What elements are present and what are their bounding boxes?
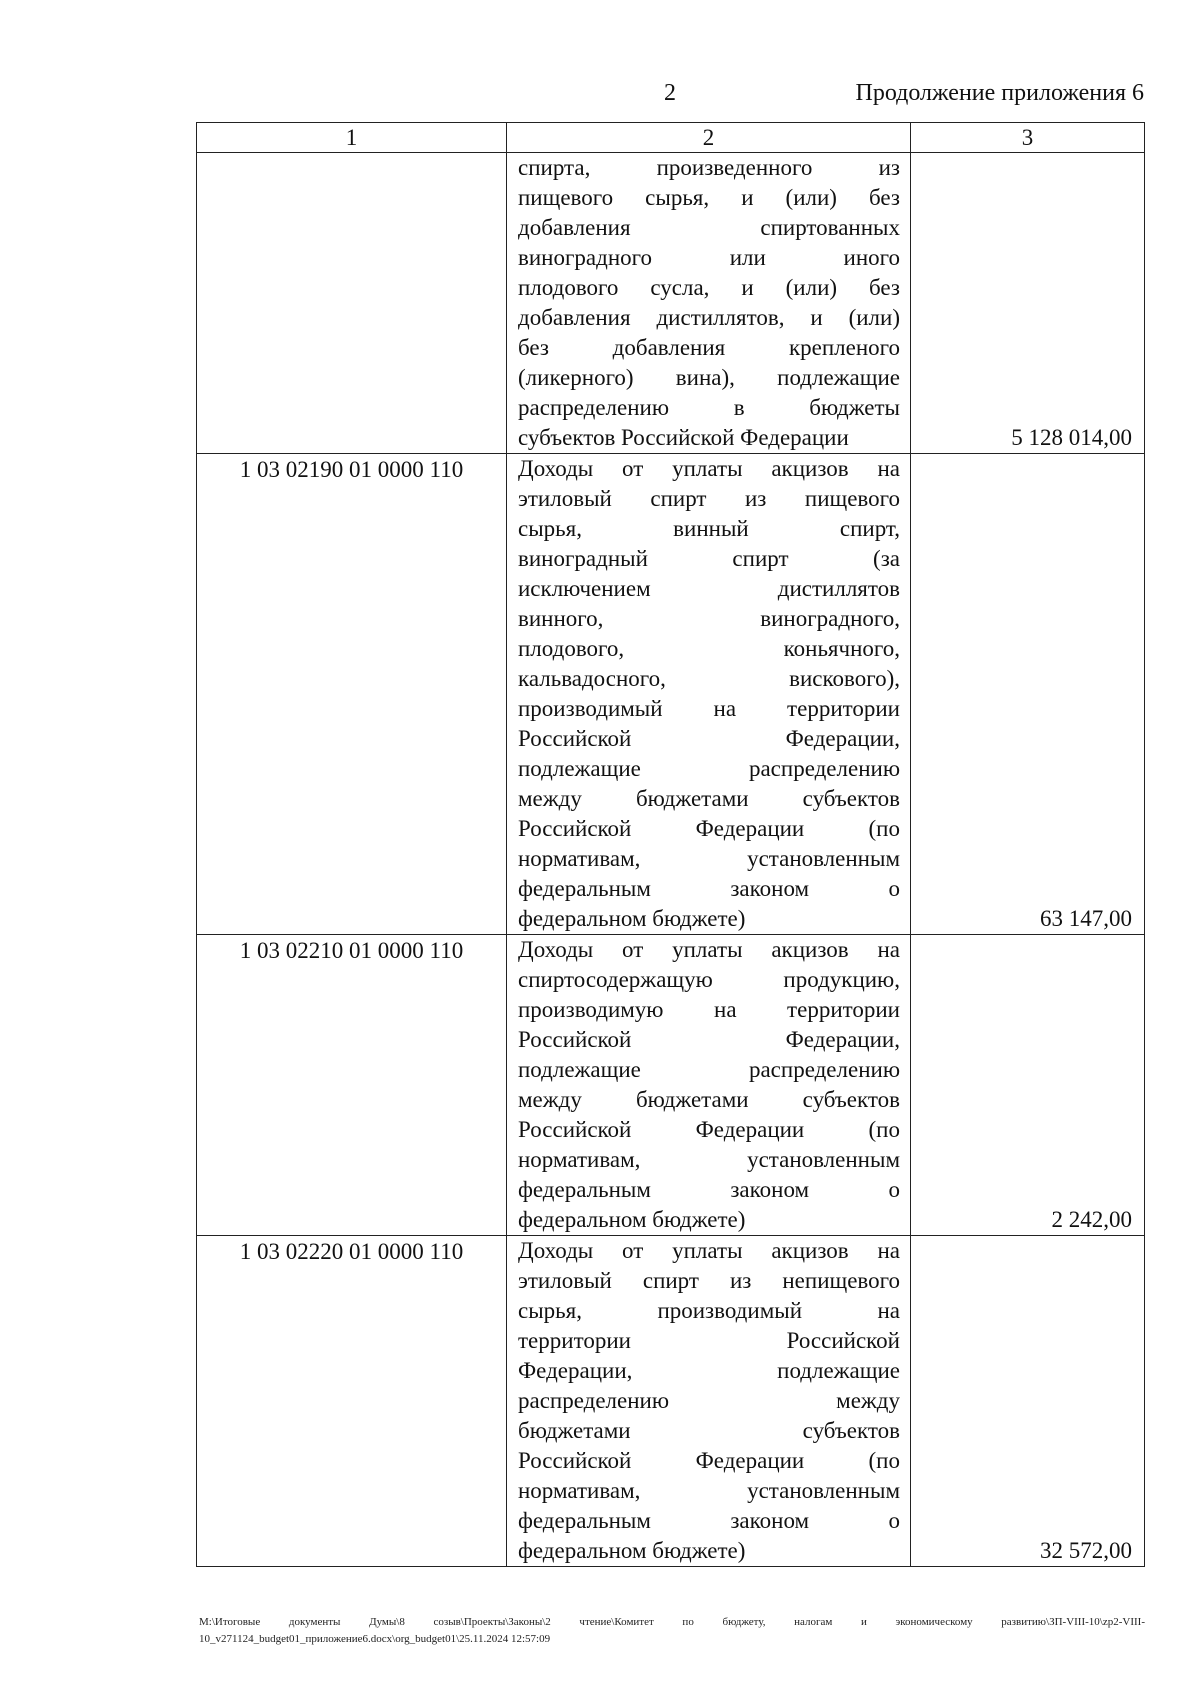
- revenue-table: [196, 122, 1145, 1567]
- revenue-description: [507, 153, 911, 454]
- description-line: территории Российской: [518, 1328, 900, 1353]
- description-line: федеральном бюджете): [518, 906, 746, 931]
- file-path-footer: [199, 1614, 1145, 1648]
- description-line: нормативам, установленным: [518, 1478, 900, 1503]
- description-line: исключением дистиллятов: [518, 576, 900, 601]
- description-line: сырья, производимый на: [518, 1298, 900, 1323]
- file-path-line-2: 10_v271124_budget01_приложение6.docx\org_budget01\25.11.2024 12:57:09: [199, 1633, 551, 1645]
- description-line: кальвадосного, вискового),: [518, 666, 900, 691]
- table-row: [197, 1236, 1145, 1567]
- description-line: нормативам, установленным: [518, 846, 900, 871]
- description-line: Российской Федерации (по: [518, 1448, 900, 1473]
- continuation-label: Продолжение приложения 6: [855, 80, 1144, 106]
- description-line: подлежащие распределению: [518, 1057, 900, 1082]
- revenue-code: [197, 153, 507, 454]
- description-line: распределению в бюджеты: [518, 395, 900, 420]
- description-line: производимый на территории: [518, 696, 900, 721]
- description-line: производимую на территории: [518, 997, 900, 1022]
- table-body: [197, 153, 1145, 1567]
- description-line: Российской Федерации,: [518, 726, 900, 751]
- description-line: Российской Федерации,: [518, 1027, 900, 1052]
- description-line: (ликерного) вина), подлежащие: [518, 365, 900, 390]
- description-line: без добавления крепленого: [518, 335, 900, 360]
- column-header-1: 1: [197, 123, 507, 153]
- header-row: [197, 123, 1145, 153]
- description-line: нормативам, установленным: [518, 1147, 900, 1172]
- revenue-description: [507, 454, 911, 935]
- description-line: распределению между: [518, 1388, 900, 1413]
- description-line: этиловый спирт из непищевого: [518, 1268, 900, 1293]
- description-line: Доходы от уплаты акцизов на: [518, 456, 900, 481]
- description-line: Федерации, подлежащие: [518, 1358, 900, 1383]
- table-row: [197, 935, 1145, 1236]
- revenue-amount: 5 128 014,00: [911, 153, 1145, 454]
- description-line: подлежащие распределению: [518, 756, 900, 781]
- description-line: сырья, винный спирт,: [518, 516, 900, 541]
- description-line: плодового сусла, и (или) без: [518, 275, 900, 300]
- description-line: винного, виноградного,: [518, 606, 900, 631]
- column-header-3: 3: [911, 123, 1145, 153]
- description-line: Доходы от уплаты акцизов на: [518, 937, 900, 962]
- revenue-code: 1 03 02210 01 0000 110: [197, 935, 507, 1236]
- table-row: [197, 454, 1145, 935]
- description-line: добавления спиртованных: [518, 215, 900, 240]
- description-line: между бюджетами субъектов: [518, 786, 900, 811]
- description-line: этиловый спирт из пищевого: [518, 486, 900, 511]
- column-header-2: 2: [507, 123, 911, 153]
- description-line: между бюджетами субъектов: [518, 1087, 900, 1112]
- description-line: плодового, коньячного,: [518, 636, 900, 661]
- description-line: Российской Федерации (по: [518, 816, 900, 841]
- description-line: виноградного или иного: [518, 245, 900, 270]
- description-line: федеральном бюджете): [518, 1538, 746, 1563]
- description-line: спиртосодержащую продукцию,: [518, 967, 900, 992]
- description-line: федеральном бюджете): [518, 1207, 746, 1232]
- file-path-line-1: M:\Итоговые документы Думы\8 созыв\Проекты\Законы\2 чтение\Комитет по бюджету, налогам и экономическому развитию\ЗП-VIII-10\zp2-VIII-: [199, 1616, 1145, 1628]
- description-line: федеральным законом о: [518, 876, 900, 901]
- revenue-code: 1 03 02190 01 0000 110: [197, 454, 507, 935]
- description-line: федеральным законом о: [518, 1177, 900, 1202]
- description-line: пищевого сырья, и (или) без: [518, 185, 900, 210]
- description-line: Российской Федерации (по: [518, 1117, 900, 1142]
- description-line: бюджетами субъектов: [518, 1418, 900, 1443]
- description-line: субъектов Российской Федерации: [518, 425, 849, 450]
- revenue-amount: 32 572,00: [911, 1236, 1145, 1567]
- description-line: федеральным законом о: [518, 1508, 900, 1533]
- description-line: спирта, произведенного из: [518, 155, 900, 180]
- table-row: [197, 153, 1145, 454]
- revenue-amount: 63 147,00: [911, 454, 1145, 935]
- revenue-code: 1 03 02220 01 0000 110: [197, 1236, 507, 1567]
- revenue-description: [507, 1236, 911, 1567]
- description-line: Доходы от уплаты акцизов на: [518, 1238, 900, 1263]
- revenue-amount: 2 242,00: [911, 935, 1145, 1236]
- page-number: 2: [664, 80, 676, 106]
- revenue-description: [507, 935, 911, 1236]
- description-line: добавления дистиллятов, и (или): [518, 305, 900, 330]
- description-line: виноградный спирт (за: [518, 546, 900, 571]
